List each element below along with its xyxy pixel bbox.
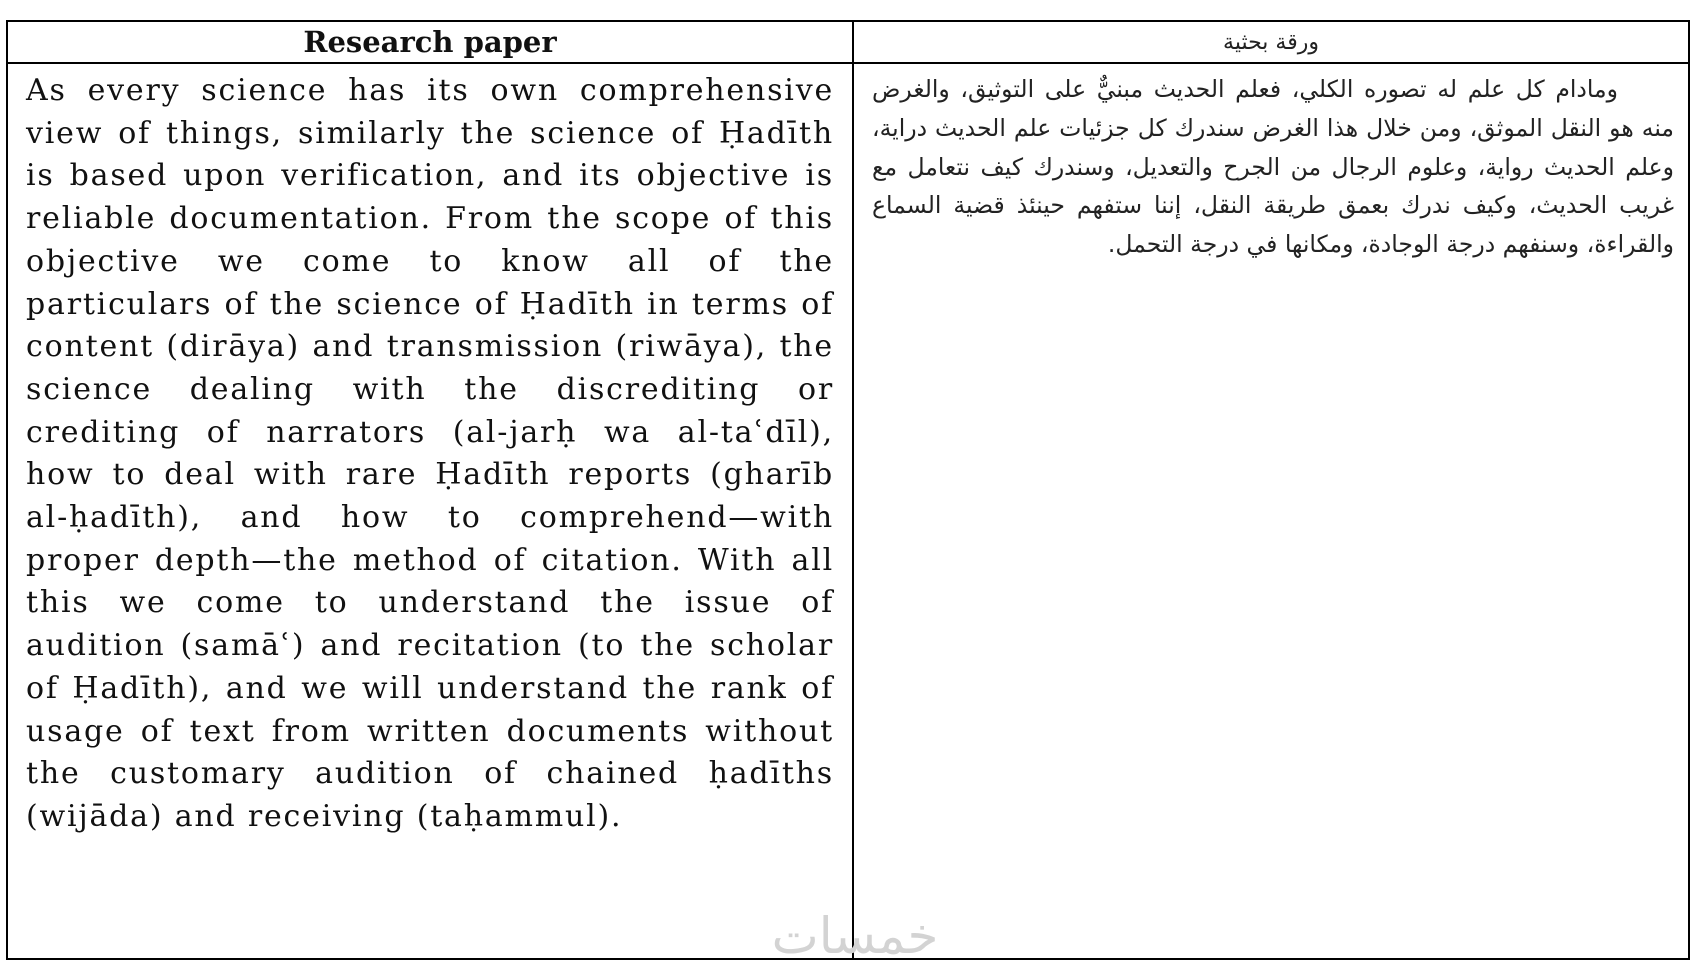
english-paragraph: As every science has its own comprehensive view of things, similarly the science of Ḥadīth is based upon verification, and its objective is reliable documentation. From the scope of this objective we come to know all of the particulars of the science of Ḥadīth in terms of content (dirāya) and transmission (riwāya), the science dealing with the discrediting or crediting of narrators (al-jarḥ wa al-taʿdīl), how to deal with rare Ḥadīth reports (gharīb al-ḥadīth), and how to comprehend—with proper depth—the method of citation. With all this we come to understand the issue of audition (samāʿ) and recitation (to the scholar of Ḥadīth), and we will understand the rank of usage of text from written documents without the customary audition of chained ḥadīths (wijāda) and receiving (taḥammul). [8, 64, 854, 958]
watermark-logo: خمسات [771, 907, 939, 965]
arabic-cell [854, 64, 1688, 958]
bilingual-table [6, 20, 1690, 960]
header-english: Research paper [8, 22, 854, 64]
header-arabic: ورقة بحثية [854, 22, 1688, 64]
arabic-paragraph: ومادام كل علم له تصوره الكلي، فعلم الحديث مبنيٌّ على التوثيق، والغرض منه هو النقل الموثق، ومن خلال هذا الغرض سندرك كل جزئيات علم الحديث دراية، وعلم الحديث رواية، وعلوم الرجال من الجرح والتعديل، وسندرك كيف نتعامل مع غريب الحديث، وكيف ندرك بعمق طريقة النقل، إننا ستفهم حينئذ قضية السماع والقراءة، وسنفهم درجة الوجادة، ومكانها في درجة التحمل. [872, 75, 1674, 259]
